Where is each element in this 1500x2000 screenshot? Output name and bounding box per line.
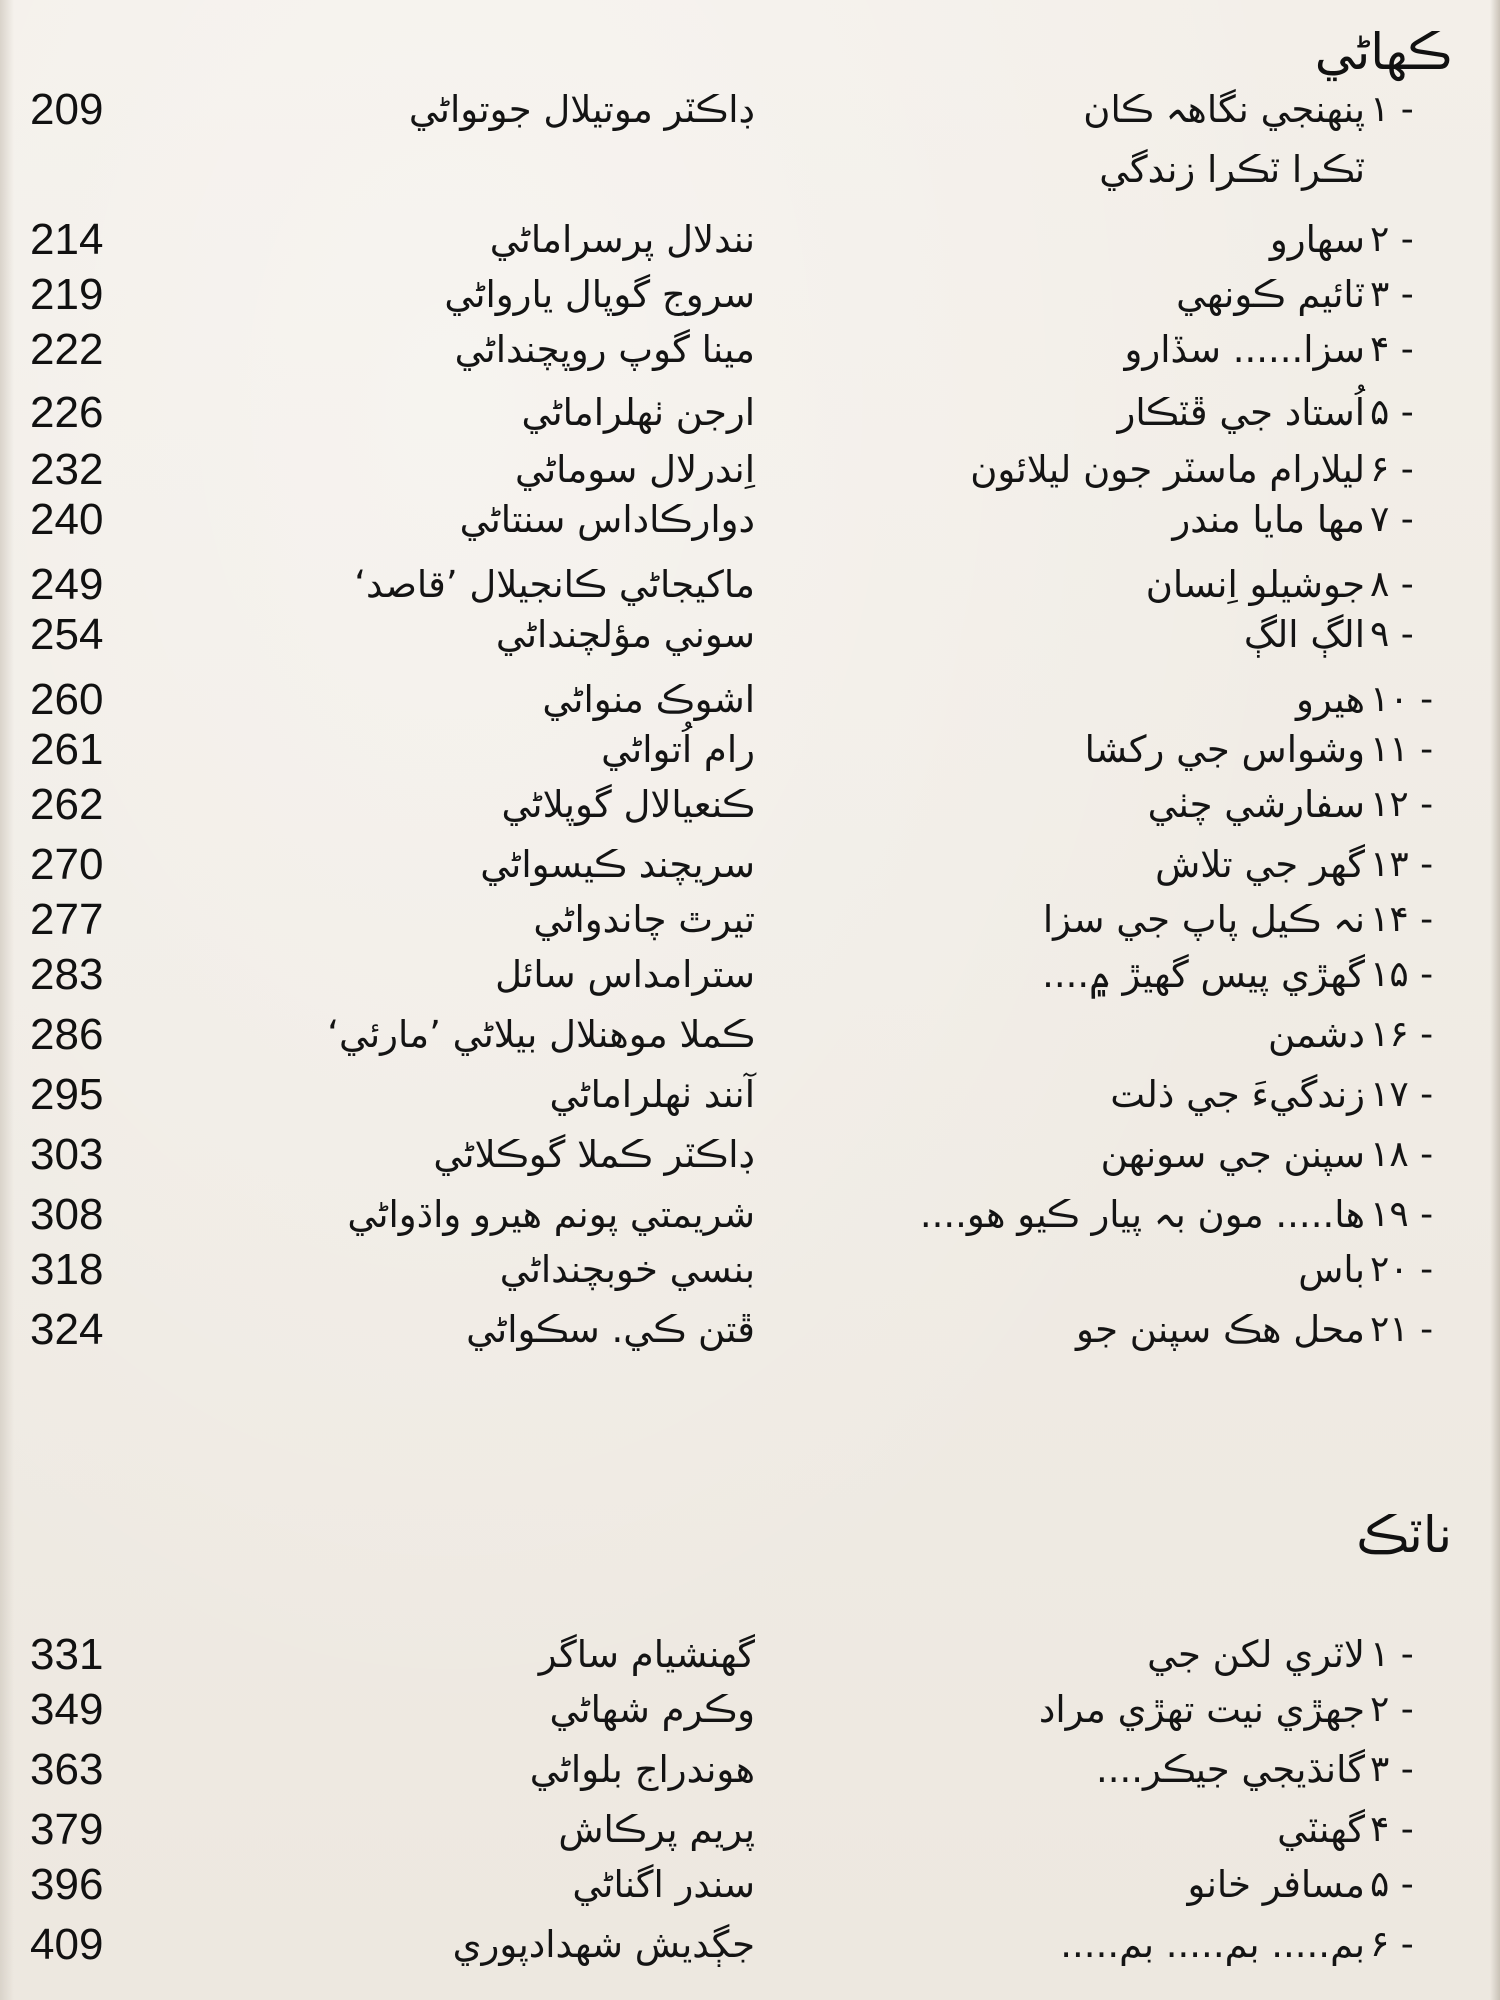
entry-number: ۳ - — [1370, 274, 1414, 315]
entry-number: ۶ - — [1370, 449, 1414, 490]
entry-author: ڊاڪٽر موتيلال جوتواڻي — [408, 88, 755, 131]
entry-number: ۱۶ - — [1370, 1014, 1434, 1055]
toc-entry — [0, 835, 1500, 895]
entry-author: ڪنعيالال گوپلاڻي — [501, 783, 755, 826]
entry-page-number: 226 — [30, 388, 104, 437]
entry-author: بنسي خوبچنداڻي — [499, 1248, 755, 1291]
entry-author: رام اُتواڻي — [601, 728, 755, 771]
entry-number: ۵ - — [1370, 1864, 1414, 1905]
toc-entry — [0, 1065, 1500, 1125]
entry-page-number: 324 — [30, 1305, 104, 1354]
entry-author: سندر اگناڻي — [572, 1863, 755, 1906]
entry-number: ۲ - — [1370, 219, 1414, 260]
entry-number: ۷ - — [1370, 499, 1414, 540]
entry-title: مها مايا مندر — [1172, 498, 1365, 541]
entry-page-number: 214 — [30, 215, 104, 264]
entry-author: ڊاڪٽر ڪملا گوڪلاڻي — [433, 1133, 755, 1176]
entry-title: ليلارام ماسٽر جون ليلائون — [970, 448, 1365, 491]
entry-page-number: 308 — [30, 1190, 104, 1239]
entry-author: سروج گوپال يارواڻي — [444, 273, 755, 316]
entry-author: نندلال پرسراماڻي — [489, 218, 755, 261]
section-heading-plays: ناٽڪ — [1356, 1506, 1452, 1564]
entry-author: آنند ٺهلراماڻي — [549, 1073, 755, 1116]
entry-page-number: 209 — [30, 85, 104, 134]
entry-page-number: 303 — [30, 1130, 104, 1179]
entry-author: شريمتي پونم هيرو واڌواڻي — [347, 1193, 755, 1236]
entry-number: ۲۱ - — [1370, 1309, 1434, 1350]
entry-number: ۵ - — [1370, 392, 1414, 433]
entry-author: مينا گوپ روپچنداڻي — [454, 328, 755, 371]
entry-page-number: 379 — [30, 1805, 104, 1854]
toc-entry — [0, 775, 1500, 835]
entry-author: سوني مؤلچنداڻي — [495, 613, 755, 656]
toc-entry — [0, 1240, 1500, 1300]
entry-page-number: 363 — [30, 1745, 104, 1794]
entry-page-number: 262 — [30, 780, 104, 829]
toc-entry — [0, 720, 1500, 780]
entry-number: ۱ - — [1370, 89, 1414, 130]
entry-title: باس — [1298, 1248, 1365, 1291]
entry-number: ۱ - — [1370, 1634, 1414, 1675]
entry-title: زندگيءَ جي ذلت — [1110, 1073, 1365, 1116]
toc-entry — [0, 383, 1500, 443]
toc-entry — [0, 890, 1500, 950]
entry-number: ۲ - — [1370, 1689, 1414, 1730]
entry-number: ۱۵ - — [1370, 954, 1434, 995]
toc-entry — [0, 605, 1500, 665]
entry-page-number: 240 — [30, 495, 104, 544]
entry-title: اُستاد جي ڦٽڪار — [1117, 391, 1365, 434]
entry-author: ڦتن ڪي. سڪواڻي — [466, 1308, 755, 1351]
entry-title: ها..... مون بہ پيار ڪيو هو.... — [919, 1193, 1365, 1236]
toc-entry — [0, 945, 1500, 1005]
entry-author: سترامداس سائل — [495, 953, 755, 996]
toc-entry — [0, 1855, 1500, 1915]
entry-title: جهڙي نيت تهڙي مراد — [1038, 1688, 1365, 1731]
entry-title: سپنن جي سونهن — [1100, 1133, 1365, 1176]
entry-page-number: 277 — [30, 895, 104, 944]
entry-author: وڪرم شهاڻي — [549, 1688, 755, 1731]
toc-entry — [0, 80, 1500, 191]
entry-title: نہ ڪيل پاپ جي سزا — [1042, 898, 1365, 941]
entry-author: هوندراج بلواڻي — [529, 1748, 755, 1791]
entry-page-number: 331 — [30, 1630, 104, 1679]
entry-page-number: 260 — [30, 675, 104, 724]
entry-number: ۴ - — [1370, 1809, 1414, 1850]
entry-title: گهڙي پيس گهيڙ ۾.... — [1042, 953, 1365, 996]
toc-entry — [0, 1185, 1500, 1245]
entry-author: ڪملا موهنلال بيلاڻي ’مارئي‘ — [327, 1013, 755, 1056]
toc-entry — [0, 1005, 1500, 1065]
entry-title: گهنٽي — [1277, 1808, 1365, 1851]
entry-page-number: 286 — [30, 1010, 104, 1059]
toc-entry — [0, 265, 1500, 325]
entry-title: لاٽري لکن جي — [1147, 1633, 1365, 1676]
entry-number: ۹ - — [1370, 614, 1414, 655]
entry-number: ۳ - — [1370, 1749, 1414, 1790]
toc-entry — [0, 1625, 1500, 1685]
entry-number: ۴ - — [1370, 329, 1414, 370]
entry-title: الڳ الڳ — [1243, 613, 1365, 656]
entry-author: دوارڪاداس سنتاڻي — [459, 498, 755, 541]
entry-author: ارجن ٺهلراماڻي — [521, 391, 755, 434]
entry-title-line2: ٽڪرا ٽڪرا زندگي — [1099, 148, 1365, 191]
entry-title: جوشيلو اِنسان — [1145, 563, 1365, 606]
toc-entry — [0, 1915, 1500, 1975]
entry-number: ۱۳ - — [1370, 844, 1434, 885]
entry-title: پنهنجي نگاهہ ڪان — [1083, 88, 1365, 131]
entry-page-number: 295 — [30, 1070, 104, 1119]
entry-number: ۱۸ - — [1370, 1134, 1434, 1175]
entry-number: ۱۴ - — [1370, 899, 1434, 940]
entry-page-number: 222 — [30, 325, 104, 374]
entry-title: سهارو — [1269, 218, 1365, 261]
entry-page-number: 283 — [30, 950, 104, 999]
entry-author: تيرٿ چاندواڻي — [533, 898, 755, 941]
toc-entry — [0, 1680, 1500, 1740]
entry-title: گهر جي تلاش — [1155, 843, 1365, 886]
entry-title: مسافر خانو — [1187, 1863, 1365, 1906]
entry-title: گانڌيجي جيڪر.... — [1095, 1748, 1365, 1791]
entry-author: پريم پرڪاش — [558, 1808, 755, 1851]
entry-title: ٽائيم ڪونهي — [1176, 273, 1365, 316]
entry-author: گهنشيام ساگر — [538, 1633, 755, 1676]
toc-entry — [0, 1125, 1500, 1185]
entry-title: محل هڪ سپنن جو — [1076, 1308, 1365, 1351]
entry-page-number: 318 — [30, 1245, 104, 1294]
entry-page-number: 232 — [30, 445, 104, 494]
entry-title: دشمن — [1267, 1013, 1365, 1056]
entry-page-number: 261 — [30, 725, 104, 774]
toc-entry — [0, 1740, 1500, 1800]
entry-author: سريچند ڪيسواڻي — [480, 843, 755, 886]
entry-author: ماکيجاڻي ڪانجيلال ’قاصد‘ — [354, 563, 755, 606]
entry-title: سزا...... سڏارو — [1124, 328, 1365, 371]
toc-entry — [0, 1300, 1500, 1360]
entry-page-number: 249 — [30, 560, 104, 609]
entry-title: بم..... بم..... بم..... — [1060, 1923, 1365, 1966]
entry-author: جڳديش شهدادپوري — [452, 1923, 755, 1966]
entry-page-number: 254 — [30, 610, 104, 659]
entry-author: اشوڪ منواڻي — [542, 678, 755, 721]
entry-author: اِندرلال سوماڻي — [515, 448, 755, 491]
entry-page-number: 219 — [30, 270, 104, 319]
entry-title: سفارشي چٺي — [1147, 783, 1365, 826]
entry-number: ۱۱ - — [1370, 729, 1434, 770]
entry-number: ۱۷ - — [1370, 1074, 1434, 1115]
entry-page-number: 270 — [30, 840, 104, 889]
entry-number: ۱۹ - — [1370, 1194, 1434, 1235]
entry-page-number: 349 — [30, 1685, 104, 1734]
entry-page-number: 396 — [30, 1860, 104, 1909]
entry-number: ۶ - — [1370, 1924, 1414, 1965]
entry-number: ۸ - — [1370, 564, 1414, 605]
entry-title: وشواس جي رکشا — [1084, 728, 1365, 771]
entry-page-number: 409 — [30, 1920, 104, 1969]
toc-entry — [0, 490, 1500, 550]
entry-title: هيرو — [1296, 678, 1365, 721]
toc-entry — [0, 320, 1500, 380]
toc-entry — [0, 1800, 1500, 1860]
entry-number: ۱۰ - — [1370, 679, 1434, 720]
section-heading-stories: ڪهاڻي — [1314, 23, 1452, 81]
toc-entry — [0, 210, 1500, 270]
entry-number: ۲۰ - — [1370, 1249, 1434, 1290]
entry-number: ۱۲ - — [1370, 784, 1434, 825]
